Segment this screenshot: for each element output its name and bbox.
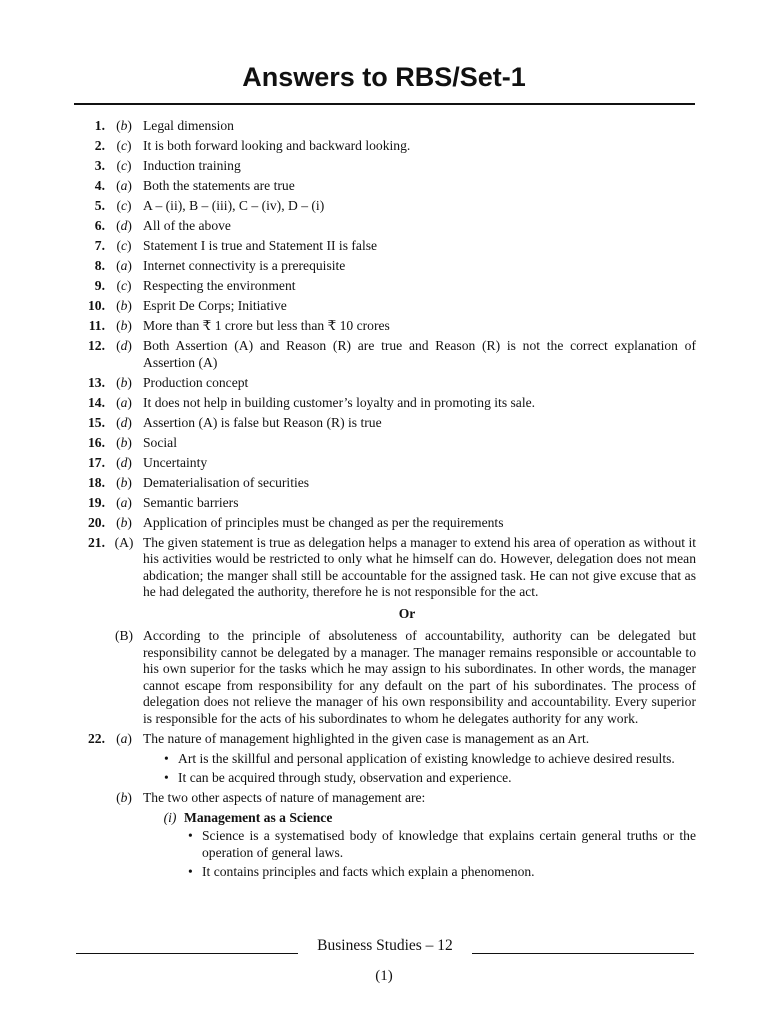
footer-rule-left — [76, 953, 298, 954]
answer-row: 9. (c) Respecting the environment — [78, 278, 696, 295]
answer-row: 11. (b) More than ₹ 1 crore but less than ₹ 10 crores — [78, 318, 696, 335]
answer-option: b — [120, 298, 128, 313]
answer-number: 10. — [88, 298, 105, 313]
footer-title: Business Studies – 12 — [317, 937, 453, 954]
answer-row: 15. (d) Assertion (A) is false but Reason (R) is true — [78, 415, 696, 432]
answer-option: c — [120, 238, 128, 253]
answer-option: b — [120, 789, 128, 805]
answer-text: Uncertainty — [143, 454, 208, 470]
answer-row: 8. (a) Internet connectivity is a prerequisite — [78, 258, 696, 275]
answer-22-a-bullets — [164, 751, 696, 787]
answer-row: 6. (d) All of the above — [78, 218, 696, 235]
answer-row: 7. (c) Statement I is true and Statement II is false — [78, 238, 696, 255]
answer-option: b — [120, 514, 128, 530]
answer-22-b: (b) The two other aspects of nature of management are: — [78, 790, 696, 807]
answer-number: 16. — [88, 434, 105, 450]
answer-21-b — [78, 628, 696, 727]
answer-number: 14. — [88, 394, 105, 410]
subheading-management-science — [156, 810, 696, 827]
answer-number: 13. — [88, 374, 105, 390]
answer-option: (B) — [114, 628, 134, 643]
answer-option: b — [120, 318, 128, 333]
answer-row: 18. (b) Dematerialisation of securities — [78, 475, 696, 492]
page-number: (1) — [375, 968, 393, 984]
answer-number: 1. — [94, 118, 105, 133]
answer-number: 11. — [88, 318, 105, 333]
answer-22-a: 22. (a) The nature of management highlighted in the given case is management as an Art. — [78, 731, 696, 748]
answer-option: (A) — [114, 534, 134, 550]
answer-text: The two other aspects of nature of management are: — [143, 789, 426, 805]
answer-number: 17. — [88, 454, 105, 470]
answer-number: 12. — [88, 338, 105, 353]
answer-row: 13. (b) Production concept — [78, 375, 696, 392]
bullet-item: • Science is a systematised body of knowledge that explains certain general truths or the operation of general laws. — [188, 828, 696, 861]
bullet-item: • Art is the skillful and personal application of existing knowledge to achieve desired results. — [164, 751, 696, 768]
answer-text: All of the above — [143, 218, 231, 233]
answer-option: a — [120, 730, 128, 746]
answer-row: 19. (a) Semantic barriers — [78, 495, 696, 512]
answer-number: 22. — [88, 730, 105, 746]
answer-row: 14. (a) It does not help in building customer’s loyalty and in promoting its sale. — [78, 395, 696, 412]
answer-option: d — [120, 414, 128, 430]
answer-row: 1. (b) Legal dimension — [78, 118, 696, 135]
answer-text: Social — [143, 434, 177, 450]
answer-number: 7. — [94, 238, 105, 253]
answer-row: 4. (a) Both the statements are true — [78, 178, 696, 195]
answer-text: Induction training — [143, 158, 241, 173]
answer-text: Production concept — [143, 374, 249, 390]
answer-22-b-bullets — [188, 828, 696, 881]
answer-text: It does not help in building customer’s loyalty and in promoting its sale. — [143, 394, 536, 410]
answer-text: A – (ii), B – (iii), C – (iv), D – (i) — [143, 198, 325, 213]
answer-row: 2. (c) It is both forward looking and backward looking. — [78, 138, 696, 155]
answer-text: It is both forward looking and backward looking. — [143, 138, 411, 153]
answer-text: The nature of management highlighted in the given case is management as an Art. — [143, 730, 590, 746]
subheading-text: Management as a Science — [184, 809, 333, 825]
answer-option: c — [120, 138, 128, 153]
answer-number: 19. — [88, 494, 105, 510]
answer-text: Esprit De Corps; Initiative — [143, 298, 287, 313]
answer-option: b — [120, 474, 128, 490]
roman-label: (i) — [163, 809, 177, 825]
answer-number: 5. — [94, 198, 105, 213]
footer-rule-right — [472, 953, 694, 954]
answer-option: c — [120, 158, 128, 173]
answer-text: More than ₹ 1 crore but less than ₹ 10 crores — [143, 318, 390, 333]
answer-text: Statement I is true and Statement II is false — [143, 238, 378, 253]
answers-list — [78, 118, 696, 531]
answer-option: a — [120, 394, 128, 410]
answer-number: 3. — [94, 158, 105, 173]
answer-row: 10. (b) Esprit De Corps; Initiative — [78, 298, 696, 315]
answer-number: 8. — [94, 258, 105, 273]
answer-text: Semantic barriers — [143, 494, 239, 510]
answer-text: Respecting the environment — [143, 278, 296, 293]
answers-content — [78, 118, 696, 884]
title-divider — [74, 103, 695, 105]
answer-number: 20. — [88, 514, 105, 530]
answer-text: Both Assertion (A) and Reason (R) are true and Reason (R) is not the correct explanation of Assertion (A) — [143, 338, 696, 370]
answer-option: d — [120, 454, 128, 470]
answer-row: 17. (d) Uncertainty — [78, 455, 696, 472]
answer-text: Legal dimension — [143, 118, 234, 133]
answer-row: 5. (c) A – (ii), B – (iii), C – (iv), D – (i) — [78, 198, 696, 215]
answer-option: d — [120, 338, 128, 353]
answer-row: 12. (d) Both Assertion (A) and Reason (R) are true and Reason (R) is not the correct explanation of Assertion (A) — [78, 338, 696, 371]
answer-number: 18. — [88, 474, 105, 490]
answer-number: 9. — [94, 278, 105, 293]
answer-row: 3. (c) Induction training — [78, 158, 696, 175]
answer-text: Internet connectivity is a prerequisite — [143, 258, 346, 273]
answer-option: c — [120, 278, 128, 293]
answer-option: a — [120, 494, 128, 510]
answer-number: 2. — [94, 138, 105, 153]
or-separator: Or — [398, 605, 416, 621]
answer-option: b — [120, 434, 128, 450]
bullet-item: • It contains principles and facts which explain a phenomenon. — [188, 864, 696, 881]
answer-number: 6. — [94, 218, 105, 233]
answer-option: b — [120, 118, 128, 133]
answer-text: Dematerialisation of securities — [143, 474, 310, 490]
answer-text: Application of principles must be changed as per the requirements — [143, 514, 504, 530]
answer-row: 20. (b) Application of principles must be changed as per the requirements — [78, 515, 696, 532]
page-title: Answers to RBS/Set-1 — [242, 62, 526, 92]
bullet-item: • It can be acquired through study, observation and experience. — [164, 770, 696, 787]
answer-number: 15. — [88, 414, 105, 430]
answer-option: a — [120, 178, 128, 193]
answer-row: 16. (b) Social — [78, 435, 696, 452]
answer-number: 21. — [88, 534, 105, 550]
answer-option: d — [120, 218, 128, 233]
answer-option: c — [120, 198, 128, 213]
answer-option: b — [120, 374, 128, 390]
answer-text: The given statement is true as delegation helps a manager to extend his area of operation as without it his activities would be restricted to only what he himself can do. However, delegation does not mean abdication; the manger shall still be accountable for the assigned task. He can not give excuse that as he had delegated the authority, therefore he is not responsible for the act. — [143, 534, 696, 599]
answer-text: Both the statements are true — [143, 178, 295, 193]
answer-option: a — [120, 258, 128, 273]
answer-number: 4. — [94, 178, 105, 193]
answer-text: Assertion (A) is false but Reason (R) is true — [143, 414, 382, 430]
answer-text: According to the principle of absoluteness of accountability, authority can be delegated but responsibility cannot be delegated by a manager. The manager remains responsible or accountable to his own superior for the tasks which he may assign to his subordinates. In other words, the manager cannot escape from responsibility for any default on the part of his subordinates. The process of delegation does not relieve the manager of his own responsibility and accountability. Every superior is responsible for the acts of his subordinates to whom he delegates authority for any work. — [143, 628, 696, 726]
answer-21-a — [78, 535, 696, 601]
